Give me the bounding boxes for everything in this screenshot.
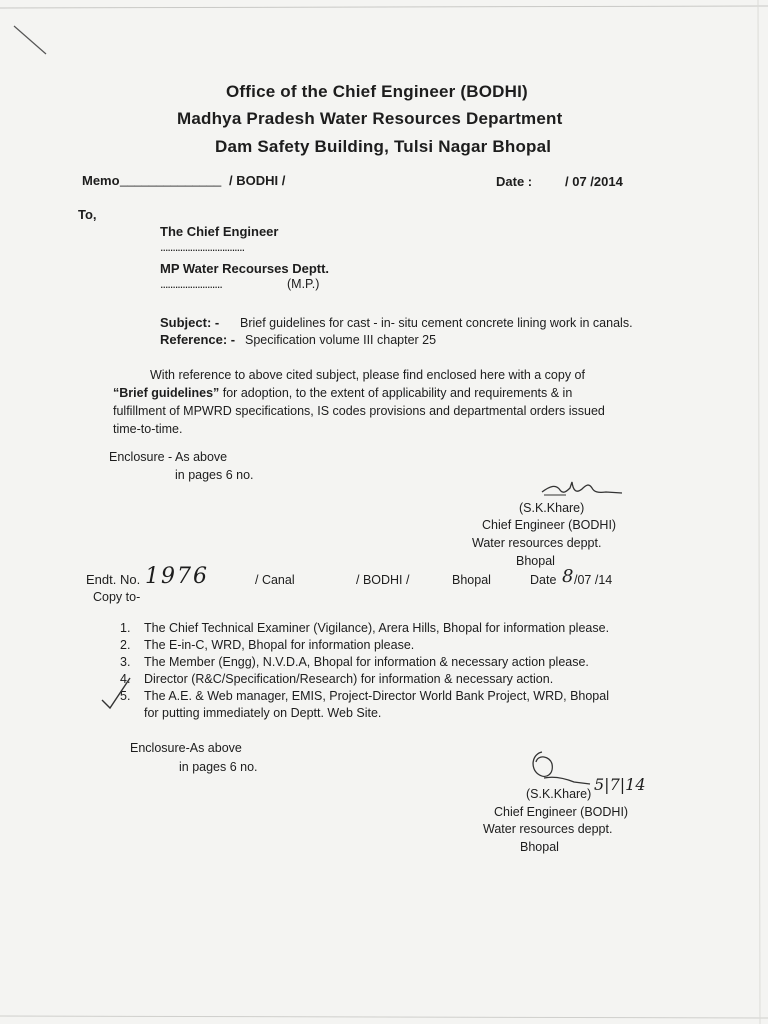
enclosure-2-line-2: in pages 6 no. <box>179 760 258 774</box>
recipient-dots-2: ......................... <box>160 277 222 291</box>
endt-date-rest: /07 /14 <box>574 573 613 587</box>
list-item: 2. The E-in-C, WRD, Bhopal for information please. <box>120 638 415 652</box>
endt-bhopal: Bhopal <box>452 573 491 587</box>
date-label: Date : <box>496 174 533 189</box>
copy-to-label: Copy to- <box>93 590 141 604</box>
tick-mark <box>100 672 140 712</box>
enclosure-1-line-1: Enclosure - As above <box>109 450 228 464</box>
recipient-state: (M.P.) <box>287 277 320 291</box>
enclosure-2-line-1: Enclosure-As above <box>130 741 242 755</box>
recipient-title: The Chief Engineer <box>160 224 279 239</box>
body-line-1: With reference to above cited subject, please find enclosed here with a copy of <box>150 368 585 382</box>
brief-guidelines-bold: “Brief guidelines” <box>113 386 220 400</box>
reference-label: Reference: - <box>160 332 236 347</box>
subject-label: Subject: - <box>160 315 220 330</box>
endt-bodhi: / BODHI / <box>356 573 410 587</box>
body-line-4: time-to-time. <box>113 422 183 436</box>
enclosure-1-line-2: in pages 6 no. <box>175 468 254 482</box>
memo-blank: ______________ <box>120 172 222 187</box>
endt-date-label: Date <box>530 573 557 587</box>
signature-1-city: Bhopal <box>516 554 555 568</box>
recipient-dots: .................................. <box>160 240 245 254</box>
signature-2-name: (S.K.Khare) <box>526 787 592 801</box>
list-item: 4. Director (R&C/Specification/Research) for information & necessary action. <box>120 672 554 686</box>
reference-text: Specification volume III chapter 25 <box>245 333 437 347</box>
memo-label: Memo <box>82 173 120 188</box>
office-address: Dam Safety Building, Tulsi Nagar Bhopal <box>215 137 552 156</box>
body-paragraph <box>113 366 683 438</box>
date-value: / 07 /2014 <box>565 174 623 189</box>
body-line-2-rest: for adoption, to the extent of applicability and requirements & in <box>219 386 573 400</box>
copy-to-list <box>120 620 609 722</box>
list-item: for putting immediately on Deptt. Web Site. <box>144 706 382 720</box>
signature-2-dept: Water resources deppt. <box>483 822 613 836</box>
signature-1-name: (S.K.Khare) <box>519 501 585 515</box>
body-line-3: fulfillment of MPWRD specifications, IS codes provisions and departmental orders issued <box>113 404 605 418</box>
department-title: Madhya Pradesh Water Resources Department <box>177 109 563 128</box>
signature-2-hand-date: 5|7|14 <box>594 775 646 794</box>
office-title: Office of the Chief Engineer (BODHI) <box>226 82 528 101</box>
list-item: 5. The A.E. & Web manager, EMIS, Project-Director World Bank Project, WRD, Bhopal <box>120 689 609 703</box>
signature-2-title: Chief Engineer (BODHI) <box>494 805 629 819</box>
signature-1-title: Chief Engineer (BODHI) <box>482 518 617 532</box>
subject-text: Brief guidelines for cast - in- situ cement concrete lining work in canals. <box>240 316 633 330</box>
endt-number: 1976 <box>145 564 209 589</box>
endt-date-hand: 8 <box>562 566 574 587</box>
endt-canal: / Canal <box>255 573 295 587</box>
body-line-2 <box>113 384 683 402</box>
endt-label: Endt. No. <box>86 572 141 587</box>
memo-ref: / BODHI / <box>229 173 286 188</box>
signature-1 <box>536 476 626 500</box>
recipient-dept: MP Water Recourses Deptt. <box>160 261 330 276</box>
list-item: 3. The Member (Engg), N.V.D.A, Bhopal for information & necessary action please. <box>120 655 589 669</box>
signature-2-city: Bhopal <box>520 840 559 854</box>
signature-1-dept: Water resources deppt. <box>472 536 602 550</box>
to-label: To, <box>78 207 97 222</box>
list-item: 1. The Chief Technical Examiner (Vigilance), Arera Hills, Bhopal for information please. <box>120 621 610 635</box>
